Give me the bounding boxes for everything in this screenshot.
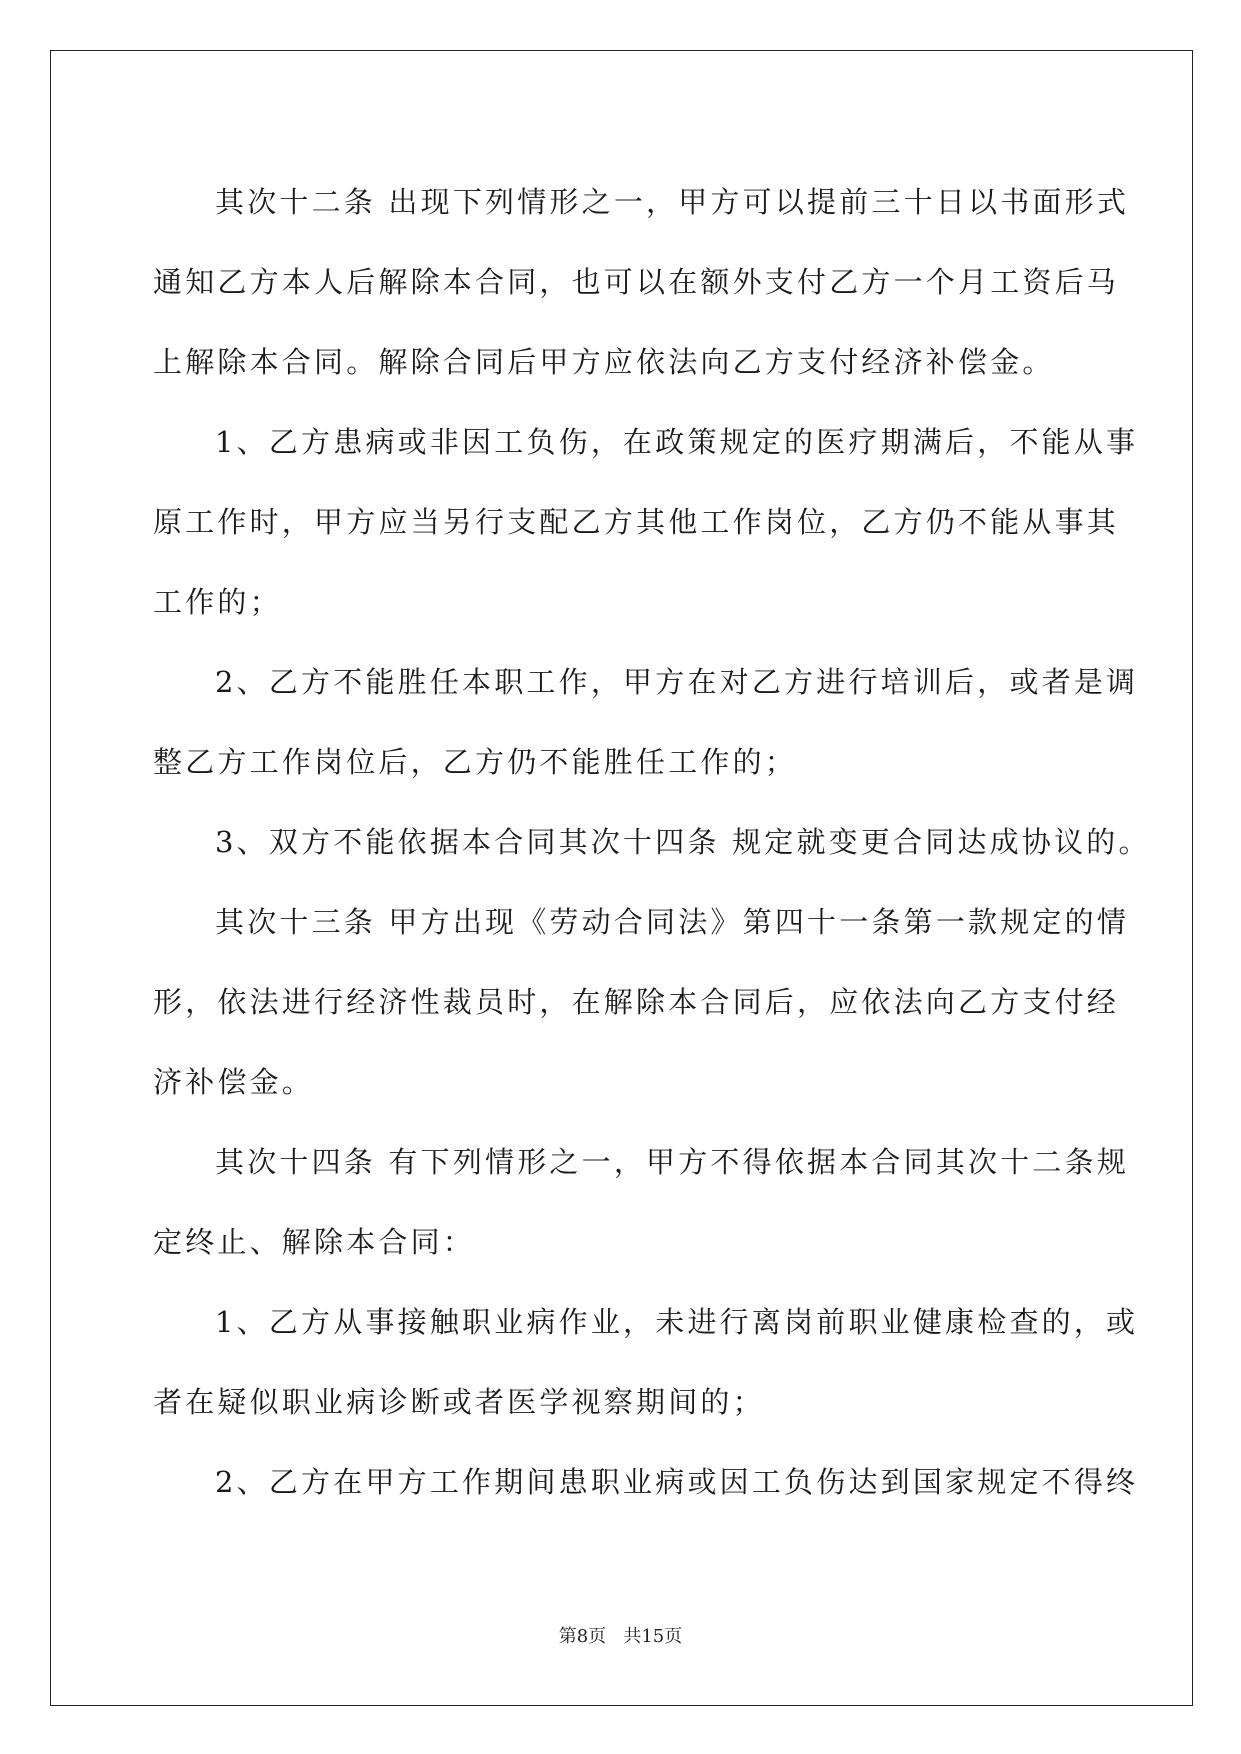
text-line: 通知乙方本人后解除本合同，也可以在额外支付乙方一个月工资后马 xyxy=(153,265,1120,299)
page-number: 第8页 xyxy=(558,1626,607,1647)
text-line: 其次十三条 甲方出现《劳动合同法》第四十一条第一款规定的情 xyxy=(215,905,1130,939)
text-line: 济补偿金。 xyxy=(153,1065,315,1099)
paragraph-article-22-item-3 xyxy=(153,802,1151,882)
text-line: 原工作时，甲方应当另行支配乙方其他工作岗位，乙方仍不能从事其 xyxy=(153,505,1120,539)
text-line: 1、乙方患病或非因工负伤，在政策规定的医疗期满后，不能从事 xyxy=(215,425,1139,459)
text-line: 整乙方工作岗位后，乙方仍不能胜任工作的； xyxy=(153,745,798,779)
page-total: 共15页 xyxy=(623,1626,683,1647)
paragraph-article-24 xyxy=(153,1122,1130,1282)
text-line: 其次十二条 出现下列情形之一，甲方可以提前三十日以书面形式 xyxy=(215,185,1130,219)
text-line: 2、乙方在甲方工作期间患职业病或因工负伤达到国家规定不得终 xyxy=(215,1465,1139,1499)
paragraph-article-24-item-1 xyxy=(153,1282,1139,1442)
page-footer xyxy=(0,1622,1241,1648)
paragraph-article-22-item-1 xyxy=(153,402,1139,642)
text-line: 3、双方不能依据本合同其次十四条 规定就变更合同达成协议的。 xyxy=(215,825,1151,859)
paragraph-article-22-item-2 xyxy=(153,642,1139,802)
text-line: 者在疑似职业病诊断或者医学视察期间的； xyxy=(153,1385,765,1419)
document-body xyxy=(153,162,1151,1522)
paragraph-article-24-item-2 xyxy=(153,1442,1139,1522)
text-line: 形，依法进行经济性裁员时，在解除本合同后，应依法向乙方支付经 xyxy=(153,985,1120,1019)
text-line: 1、乙方从事接触职业病作业，未进行离岗前职业健康检查的，或 xyxy=(215,1305,1139,1339)
text-line: 定终止、解除本合同： xyxy=(153,1225,476,1259)
text-line: 上解除本合同。解除合同后甲方应依法向乙方支付经济补偿金。 xyxy=(153,345,1055,379)
paragraph-article-22 xyxy=(153,162,1130,402)
text-line: 2、乙方不能胜任本职工作，甲方在对乙方进行培训后，或者是调 xyxy=(215,665,1139,699)
paragraph-article-23 xyxy=(153,882,1130,1122)
text-line: 工作的； xyxy=(153,585,282,619)
text-line: 其次十四条 有下列情形之一，甲方不得依据本合同其次十二条规 xyxy=(215,1145,1130,1179)
